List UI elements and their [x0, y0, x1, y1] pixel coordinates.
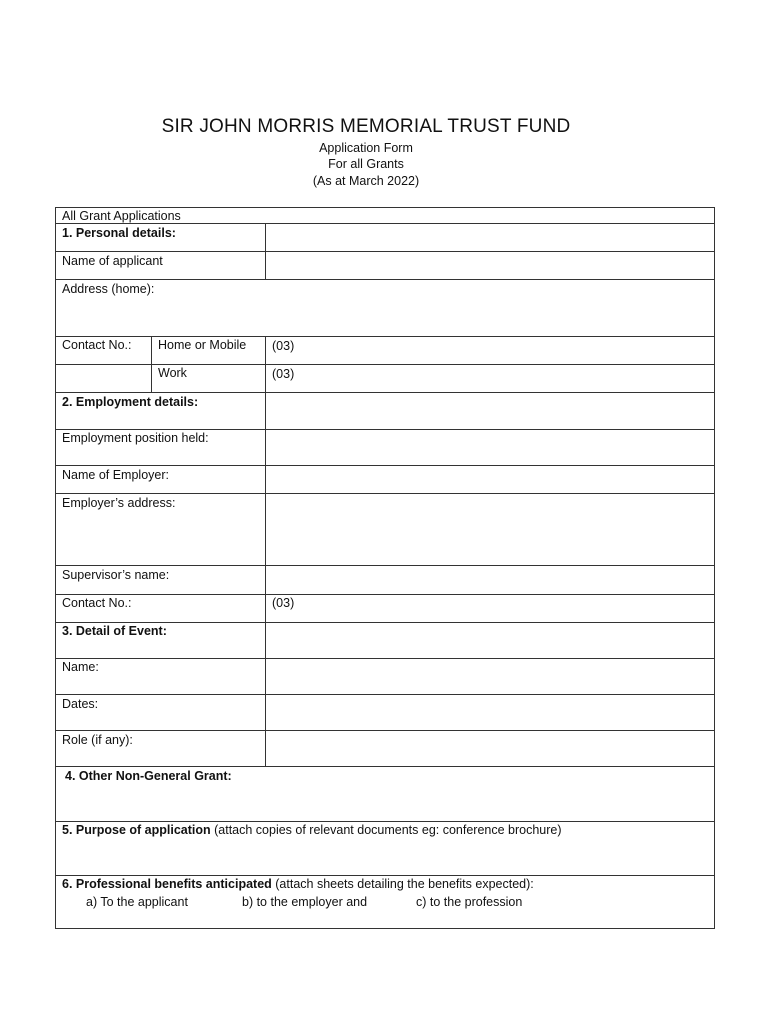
benefits-note: (attach sheets detailing the benefits expected): — [271, 877, 534, 891]
work-phone-prefix: (03) — [272, 367, 295, 381]
employer-name-label: Name of Employer: — [62, 468, 169, 482]
form-title: SIR JOHN MORRIS MEMORIAL TRUST FUND — [161, 116, 571, 137]
home-mobile-label: Home or Mobile — [158, 338, 247, 352]
benefits-heading: 6. Professional benefits anticipated — [62, 877, 272, 891]
purpose-note: (attach copies of relevant documents eg: conference brochure) — [210, 823, 562, 837]
other-grant-heading: 4. Other Non-General Grant: — [65, 769, 232, 783]
home-address-label: Address (home): — [62, 282, 155, 296]
professional-benefits — [62, 877, 534, 891]
work-label: Work — [158, 366, 187, 380]
purpose-of-application — [62, 823, 562, 837]
all-grant-applications-label: All Grant Applications — [62, 209, 181, 223]
employer-phone-prefix: (03) — [272, 596, 295, 610]
benefit-profession: c) to the profession — [416, 895, 523, 909]
employer-address-label: Employer’s address: — [62, 496, 176, 510]
employment-position-label: Employment position held: — [62, 431, 209, 445]
name-of-applicant-label: Name of applicant — [62, 254, 163, 268]
employer-contact-no-label: Contact No.: — [62, 596, 132, 610]
event-role-label: Role (if any): — [62, 733, 133, 747]
event-details-heading: 3. Detail of Event: — [62, 624, 167, 638]
event-name-label: Name: — [62, 660, 99, 674]
application-form-table — [55, 207, 715, 929]
supervisor-name-label: Supervisor’s name: — [62, 568, 170, 582]
event-dates-label: Dates: — [62, 697, 99, 711]
form-date: (As at March 2022) — [312, 174, 420, 188]
benefit-employer: b) to the employer and — [242, 895, 368, 909]
employment-details-heading: 2. Employment details: — [62, 395, 199, 409]
home-phone-prefix: (03) — [272, 339, 295, 353]
form-scope: For all Grants — [328, 157, 404, 171]
purpose-heading: 5. Purpose of application — [62, 823, 211, 837]
benefit-applicant: a) To the applicant — [86, 895, 188, 909]
contact-no-label: Contact No.: — [62, 338, 132, 352]
form-subtitle: Application Form — [319, 141, 413, 155]
personal-details-heading: 1. Personal details: — [62, 226, 176, 240]
